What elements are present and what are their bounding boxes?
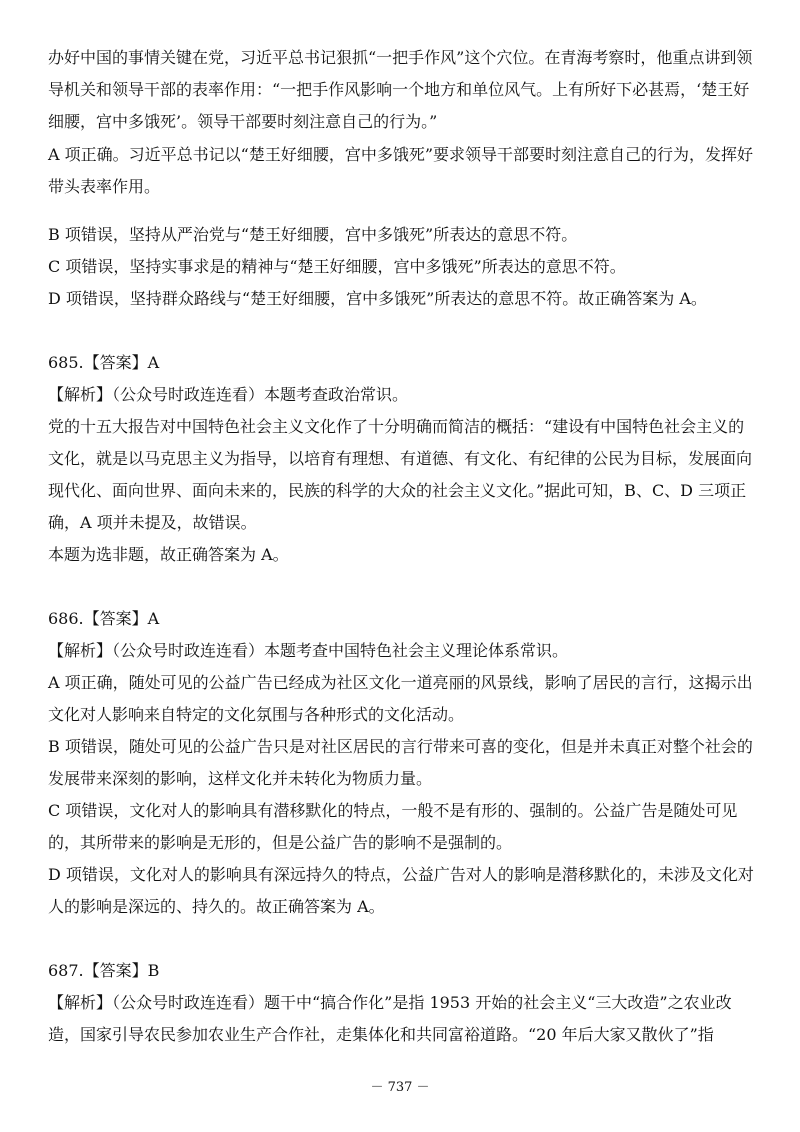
option-a-explanation: A 项正确。习近平总书记以“楚王好细腰，宫中多饿死”要求领导干部要时刻注意自己的行为，发挥好带头表率作用。 [48,145,754,196]
question-685-analysis-body: 党的十五大报告对中国特色社会主义文化作了十分明确而简洁的概括：“建设有中国特色社会主义的文化，就是以马克思主义为指导，以培育有理想、有道德、有文化、有纪律的公民为目标，发展面向现代化、面向世界、面向未来的，民族的科学的大众的社会主义文化。”据此可知，B、C、D 三项正确，A 项并未提及，故错误。 [48,417,753,532]
question-687-answer: 687.【答案】B [48,961,160,980]
paragraph-intro: 办好中国的事情关键在党，习近平总书记狠抓“一把手作风”这个穴位。在青海考察时，他重点讲到领导机关和领导干部的表率作用：“一把手作风影响一个地方和单位风气。上有所好下必甚焉，‘楚王好细腰，宫中多饿死’。领导干部要时刻注意自己的行为。” [48,48,753,131]
question-685-analysis-label: 【解析】（公众号时政连连看）本题考查政治常识。 [48,385,409,404]
question-687-analysis: 【解析】（公众号时政连连看）题干中“搞合作化”是指 1953 开始的社会主义“三大改造”之农业改造，国家引导农民参加农业生产合作社，走集体化和共同富裕道路。“20 年后大家又散伙了”指 [48,993,732,1044]
question-685-answer: 685.【答案】A [48,353,160,372]
question-686-option-a: A 项正确，随处可见的公益广告已经成为社区文化一道亮丽的风景线，影响了居民的言行，这揭示出文化对人影响来自特定的文化氛围与各种形式的文化活动。 [48,673,753,724]
question-686-option-c: C 项错误，文化对人的影响具有潜移默化的特点，一般不是有形的、强制的。公益广告是随处可见的，其所带来的影响是无形的，但是公益广告的影响不是强制的。 [48,801,738,852]
page-number: － 737 － [370,1080,430,1095]
question-685-conclusion: 本题为选非题，故正确答案为 A。 [48,545,289,564]
question-686-analysis-label: 【解析】（公众号时政连连看）本题考查中国特色社会主义理论体系常识。 [48,641,569,660]
question-686-option-b: B 项错误，随处可见的公益广告只是对社区居民的言行带来可喜的变化，但是并未真正对整个社会的发展带来深刻的影响，这样文化并未转化为物质力量。 [48,737,753,788]
question-686-option-d: D 项错误，文化对人的影响具有深远持久的特点，公益广告对人的影响是潜移默化的，未涉及文化对人的影响是深远的、持久的。故正确答案为 A。 [48,865,754,916]
option-b-explanation: B 项错误，坚持从严治党与“楚王好细腰，宫中多饿死”所表达的意思不符。 [48,225,578,244]
question-686-answer: 686.【答案】A [48,609,160,628]
option-c-explanation: C 项错误，坚持实事求是的精神与“楚王好细腰，宫中多饿死”所表达的意思不符。 [48,257,626,276]
option-d-explanation: D 项错误，坚持群众路线与“楚王好细腰，宫中多饿死”所表达的意思不符。故正确答案为 A。 [48,289,707,308]
